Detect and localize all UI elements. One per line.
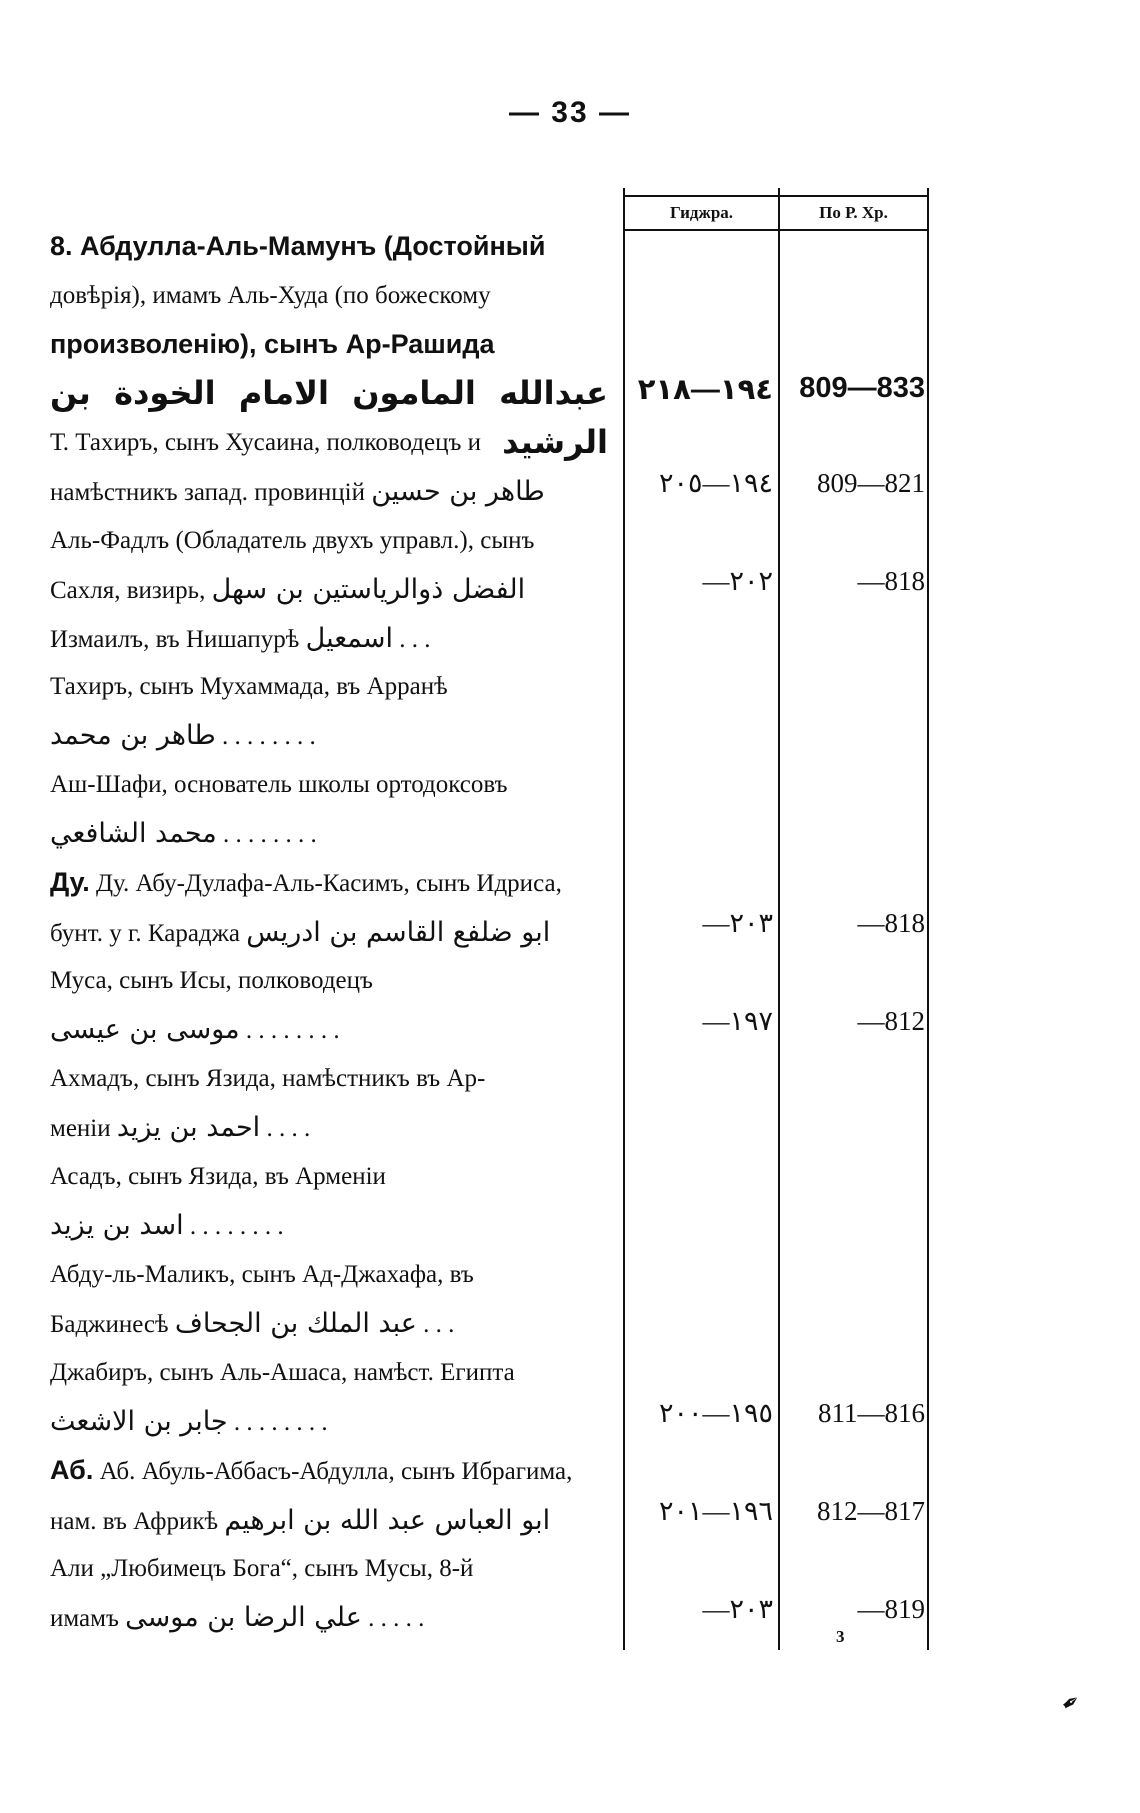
arabic-name: طاهر بن محمد <box>50 720 216 751</box>
hijra-years: ١٩٥—٢٠٠ <box>658 1398 773 1428</box>
arabic-name: موسى بن عيسى <box>50 1014 240 1045</box>
hijra-years: —٢٠٢ <box>702 566 773 596</box>
entry-asad <box>50 1152 608 1251</box>
entry-line: нам. въ Африкѣ ابو العباس عبد الله بن ابرهيم <box>50 1505 551 1536</box>
entry-line <box>50 1201 608 1251</box>
entry-line: Тахиръ, сынъ Мухаммада, въ Арранѣ <box>50 673 448 700</box>
arabic-name: ابو العباس عبد الله بن ابرهيم <box>224 1505 551 1536</box>
arabic-name: احمد بن يزيد <box>116 1112 261 1143</box>
entry-line <box>50 711 608 761</box>
leader-dots: . . . . . <box>368 1605 425 1632</box>
entry-line: Али „Любимецъ Бога“, сынъ Мусы, 8-й <box>50 1555 474 1582</box>
entry-line: Измаилъ, въ Нишапурѣ اسمعيل . . . <box>50 623 431 654</box>
entry-line: Ахмадъ, сынъ Язида, намѣстникъ въ Ар- <box>50 1065 486 1092</box>
arabic-name: عبدالله المامون الامام الخودة بن الرشيد <box>50 374 608 461</box>
column-rule-right <box>927 188 929 1650</box>
column-header-christian-era: По Р. Хр. <box>779 195 928 231</box>
entry-line: имамъ علي الرضا بن موسى . . . . . <box>50 1602 425 1633</box>
entry-line: Абду-ль-Маликъ, сынъ Ад-Джахафа, въ <box>50 1261 474 1288</box>
entry-abu-dulaf <box>50 858 608 958</box>
leader-dots: . . . . . . . . <box>222 723 316 750</box>
leader-dots: . . . . . . . . <box>233 1409 328 1436</box>
entry-line: Джабиръ, сынъ Аль-Ашаса, намѣст. Египта <box>50 1359 515 1386</box>
entry-line <box>50 1005 608 1055</box>
hijra-years: ١٩٤—٢٠٥ <box>658 468 773 498</box>
hijra-years: ١٩٤—٢١٨ <box>637 374 773 406</box>
entry-line: бунт. у г. Караджа ابو ضلفع القاسم بن ادريس <box>50 917 551 948</box>
arabic-name: اسمعيل <box>305 623 393 654</box>
entry-line: произволенію), сынъ Ар-Рашида <box>50 329 495 359</box>
entry-al-fadl <box>50 516 608 615</box>
leader-dots: . . . . . . . . <box>222 821 317 848</box>
entry-line: Аль-Фадлъ (Обладатель двухъ управл.), сынъ <box>50 527 535 554</box>
entry-line: Баджинесѣ عبد الملك بن الجحاف . . . <box>50 1308 455 1339</box>
entry-jabir <box>50 1348 608 1447</box>
entry-line <box>50 1397 608 1447</box>
arabic-name: الفضل ذوالرياستين بن سهل <box>211 574 526 605</box>
arabic-name: علي الرضا بن موسى <box>125 1602 362 1633</box>
entry-musa <box>50 956 608 1055</box>
entry-tahir-ibn-muhammad <box>50 662 608 761</box>
entry-line: меніи احمد بن يزيد . . . . <box>50 1112 311 1143</box>
entry-tahir <box>50 418 608 517</box>
entry-line: Аб. Аб. Абуль-Аббасъ-Абдулла, сынъ Ибрагима, <box>50 1455 573 1485</box>
arabic-name: ابو ضلفع القاسم بن ادريس <box>246 917 551 948</box>
arabic-name: جابر بن الاشعث <box>50 1406 228 1437</box>
entry-line: Аш-Шафи, основатель школы ортодоксовъ <box>50 771 508 798</box>
entry-line: Асадъ, сынъ Язида, въ Арменіи <box>50 1163 386 1190</box>
leader-dots: . . . <box>399 626 431 653</box>
page-number: — 33 — <box>508 96 632 129</box>
entry-line: намѣстникъ запад. провинцій طاهر بن حسين <box>50 476 545 507</box>
entry-ahmad <box>50 1054 608 1153</box>
entry-line: довѣрія), имамъ Аль-Худа (по божескому <box>50 282 491 309</box>
hijra-years: —٢٠٣ <box>702 1594 773 1624</box>
leader-dots: . . . . . . . . <box>245 1017 340 1044</box>
entry-line: Сахля, визирь, الفضل ذوالرياستين بن سهل <box>50 574 526 605</box>
entry-line: Муса, сынъ Исы, полководецъ <box>50 967 373 994</box>
ad-years: 812—817 <box>817 1496 925 1526</box>
column-rule-middle <box>778 188 780 1650</box>
arabic-name: اسد بن يزيد <box>50 1210 184 1241</box>
entry-ali-al-rida <box>50 1544 608 1643</box>
leader-dots: . . . . <box>266 1115 311 1142</box>
ad-years: 811—816 <box>818 1398 925 1428</box>
column-header-hijra: Гиджра. <box>625 195 778 231</box>
ad-years: 809—821 <box>817 468 925 498</box>
ad-years: —819 <box>857 1594 925 1624</box>
signature-mark: 3 <box>836 1627 845 1646</box>
entry-line <box>50 809 608 859</box>
hijra-years: ١٩٦—٢٠١ <box>658 1496 773 1526</box>
arabic-name: محمد الشافعي <box>50 818 217 849</box>
leader-dots: . . . . . . . . <box>189 1213 284 1240</box>
ad-years: 809—833 <box>799 372 925 404</box>
entry-ismail <box>50 614 608 664</box>
entry-line: Ду. Ду. Абу-Дулафа-Аль-Касимъ, сынъ Идриса, <box>50 867 562 897</box>
entry-al-shafi <box>50 760 608 859</box>
entry-abu-al-abbas <box>50 1446 608 1546</box>
ad-years: —818 <box>857 566 925 596</box>
entry-line: Т. Тахиръ, сынъ Хусаина, полководецъ и <box>50 429 482 456</box>
pen-mark-icon: ✒ <box>1056 1687 1086 1719</box>
arabic-name: عبد الملك بن الجحاف <box>174 1308 417 1339</box>
column-rule-left <box>623 188 625 1650</box>
hijra-years: —١٩٧ <box>702 1006 773 1036</box>
entry-line: 8. Абдулла-Аль-Мамунъ (Достойный <box>50 231 546 261</box>
ad-years: —818 <box>857 908 925 938</box>
hijra-years: —٢٠٣ <box>702 908 773 938</box>
leader-dots: . . . <box>423 1311 455 1338</box>
arabic-name: طاهر بن حسين <box>371 476 545 507</box>
entry-abd-al-malik <box>50 1250 608 1349</box>
ad-years: —812 <box>857 1006 925 1036</box>
